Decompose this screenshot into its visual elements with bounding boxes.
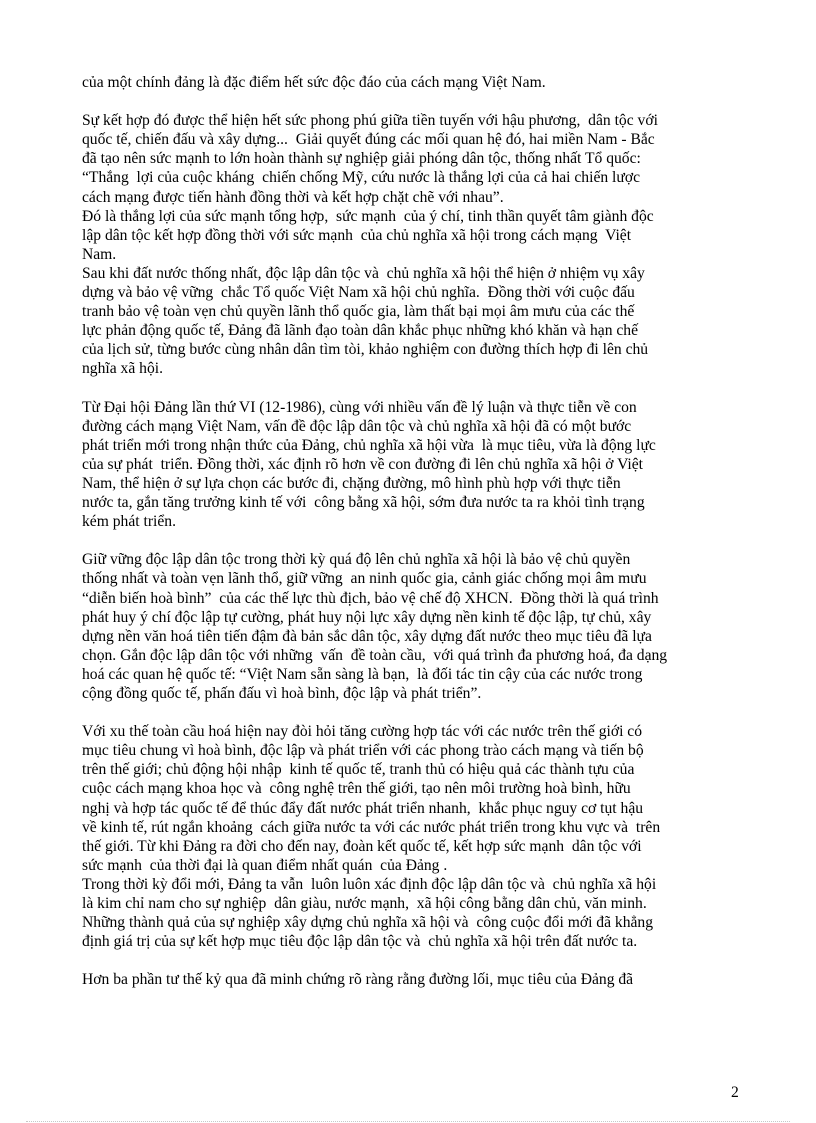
text-line: là kim chỉ nam cho sự nghiệp dân giàu, nước mạnh, xã hội công bằng dân chủ, văn minh. — [82, 895, 647, 913]
text-line: thế giới. Từ khi Đảng ra đời cho đến nay, đoàn kết quốc tế, kết hợp sức mạnh dân tộc với — [82, 837, 642, 855]
text-line: thống nhất và toàn vẹn lãnh thổ, giữ vững an ninh quốc gia, cảnh giác chống mọi âm mưu — [82, 570, 647, 588]
text-line: Sự kết hợp đó được thể hiện hết sức phong phú giữa tiền tuyến với hậu phương, dân tộc với — [82, 112, 658, 130]
text-line: phát huy ý chí độc lập tự cường, phát huy nội lực xây dựng nền kinh tế độc lập, tự chủ, xây — [82, 608, 652, 626]
text-line: Đó là thắng lợi của sức mạnh tổng hợp, sức mạnh của ý chí, tinh thần quyết tâm giành độc — [82, 207, 654, 225]
text-line: cuộc cách mạng khoa học và công nghệ trên thế giới, tạo nên môi trường hoà bình, hữu — [82, 780, 631, 798]
text-line: của lịch sử, từng bước cùng nhân dân tìm tòi, khảo nghiệm con đường thích hợp đi lên chủ — [82, 341, 649, 359]
text-line: Nam, thể hiện ở sự lựa chọn các bước đi, chặng đường, mô hình phù hợp với thực tiễn — [82, 474, 621, 492]
text-line: Giữ vững độc lập dân tộc trong thời kỳ quá độ lên chủ nghĩa xã hội là bảo vệ chủ quyền — [82, 551, 631, 569]
text-line: Hơn ba phần tư thế kỷ qua đã minh chứng rõ ràng rằng đường lối, mục tiêu của Đảng đã — [82, 971, 634, 989]
text-line: Những thành quả của sự nghiệp xây dựng chủ nghĩa xã hội và công cuộc đổi mới đã khẳng — [82, 914, 654, 932]
text-line: nghĩa xã hội. — [82, 360, 163, 378]
text-line: của sự phát triển. Đồng thời, xác định rõ hơn về con đường đi lên chủ nghĩa xã hội ở Việt — [82, 455, 643, 473]
paragraph — [82, 722, 730, 951]
text-line: tranh bảo vệ toàn vẹn chủ quyền lãnh thổ quốc gia, làm thất bại mọi âm mưu của các thế — [82, 303, 635, 321]
text-line: “diễn biến hoà bình” của các thế lực thù địch, bảo vệ chế độ XHCN. Đồng thời là quá trình — [82, 589, 659, 607]
text-line: cộng đồng quốc tế, phấn đấu vì hoà bình, độc lập và phát triển”. — [82, 685, 482, 702]
text-line: dựng và bảo vệ vững chắc Tổ quốc Việt Nam xã hội chủ nghĩa. Đồng thời với cuộc đấu — [82, 284, 635, 302]
text-line: Sau khi đất nước thống nhất, độc lập dân tộc và chủ nghĩa xã hội thể hiện ở nhiệm vụ xây — [82, 264, 645, 282]
text-line: mục tiêu chung vì hoà bình, độc lập và phát triển với các phong trào cách mạng và tiến bộ — [82, 742, 644, 760]
paragraph — [82, 398, 730, 532]
text-line: đường cách mạng Việt Nam, vấn đề độc lập dân tộc và chủ nghĩa xã hội đã có một bước — [82, 417, 632, 435]
text-line: sức mạnh của thời đại là quan điểm nhất quán của Đảng . — [82, 856, 448, 874]
text-line: quốc tế, chiến đấu và xây dựng... Giải quyết đúng các mối quan hệ đó, hai miền Nam - Bắc — [82, 131, 655, 149]
text-line: về kinh tế, rút ngắn khoảng cách giữa nước ta với các nước phát triển trong khu vực và trên — [82, 818, 661, 836]
text-line: lập dân tộc kết hợp đồng thời với sức mạnh của chủ nghĩa xã hội trong cách mạng Việt — [82, 226, 632, 244]
text-line: Nam. — [82, 245, 117, 263]
text-line: hoá các quan hệ quốc tế: “Việt Nam sẵn sàng là bạn, là đối tác tin cậy của các nước trong — [82, 665, 643, 683]
text-line: đã tạo nên sức mạnh to lớn hoàn thành sự nghiệp giải phóng dân tộc, thống nhất Tổ quốc: — [82, 150, 641, 168]
paragraph — [82, 111, 730, 378]
text-line: Từ Đại hội Đảng lần thứ VI (12-1986), cùng với nhiều vấn đề lý luận và thực tiễn về con — [82, 398, 637, 416]
text-line: dựng nền văn hoá tiên tiến đậm đà bản sắc dân tộc, xây dựng đất nước theo mục tiêu đã lựa — [82, 627, 652, 645]
text-line: phát triển mới trong nhận thức của Đảng, chủ nghĩa xã hội vừa là mục tiêu, vừa là động lực — [82, 436, 656, 454]
text-line: trên thế giới; chủ động hội nhập kinh tế quốc tế, tranh thủ có hiệu quả các thành tựu của — [82, 761, 635, 779]
text-line: nghị và hợp tác quốc tế để thúc đẩy đất nước phát triển nhanh, khắc phục nguy cơ tụt hậu — [82, 799, 644, 817]
text-line: Với xu thế toàn cầu hoá hiện nay đòi hỏi tăng cường hợp tác với các nước trên thế giới có — [82, 723, 643, 741]
paragraph — [82, 73, 730, 92]
text-line: định giá trị của sự kết hợp mục tiêu độc lập dân tộc và chủ nghĩa xã hội trên đất nước ta. — [82, 933, 638, 951]
text-line: kém phát triển. — [82, 513, 176, 531]
text-line: lực phản động quốc tế, Đảng đã lãnh đạo toàn dân khắc phục những khó khăn và hạn chế — [82, 322, 639, 340]
paragraph — [82, 970, 730, 989]
text-line: Trong thời kỳ đổi mới, Đảng ta vẫn luôn luôn xác định độc lập dân tộc và chủ nghĩa xã hội — [82, 875, 657, 893]
page-number: 2 — [731, 1084, 739, 1101]
page-bottom-border — [26, 1121, 790, 1122]
document-body — [82, 73, 730, 990]
text-line: cách mạng được tiến hành đồng thời và kết hợp chặt chẽ với nhau”. — [82, 188, 504, 206]
text-line: chọn. Gắn độc lập dân tộc với những vấn đề toàn cầu, với quá trình đa phương hoá, đa dạng — [82, 646, 668, 664]
text-line: nước ta, gắn tăng trưởng kinh tế với công bằng xã hội, sớm đưa nước ta ra khỏi tình trạng — [82, 494, 645, 512]
paragraph — [82, 550, 730, 703]
text-line: của một chính đảng là đặc điểm hết sức độc đáo của cách mạng Việt Nam. — [82, 74, 546, 91]
text-line: “Thắng lợi của cuộc kháng chiến chống Mỹ, cứu nước là thắng lợi của cả hai chiến lược — [82, 169, 641, 187]
